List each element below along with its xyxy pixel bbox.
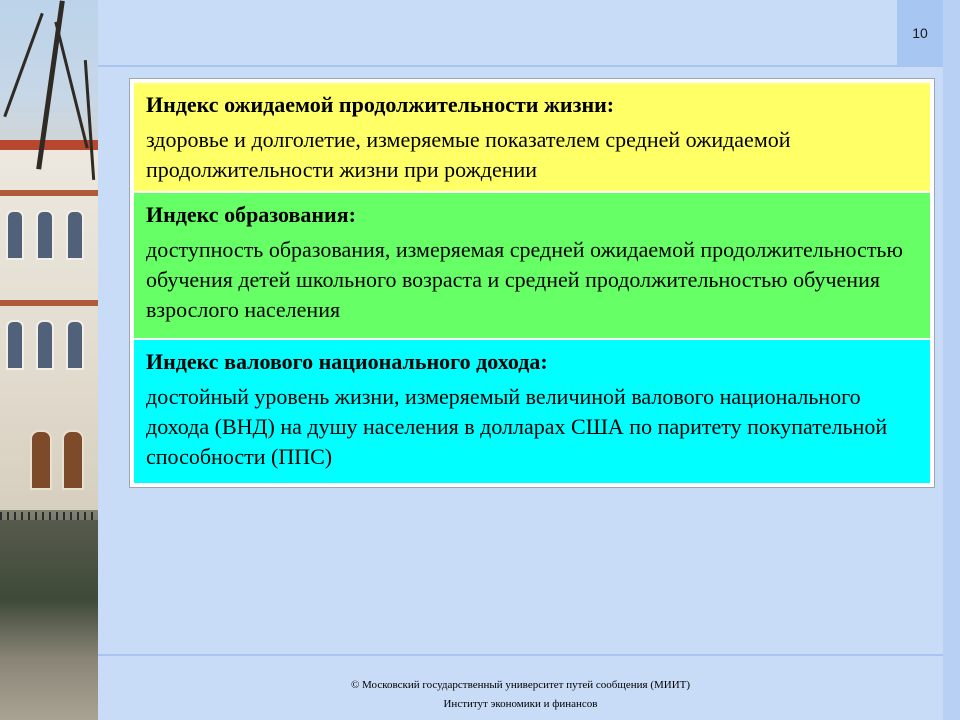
index-description: достойный уровень жизни, измеряемый величиной валового национального дохода (ВНД) на душу населения в долларах США по паритету покупательной способности (ППС) [146,384,888,469]
window [66,320,84,370]
window [66,210,84,260]
top-divider [98,65,943,67]
right-edge-strip [943,0,960,720]
indices-table [129,78,935,488]
window [36,210,54,260]
window [36,320,54,370]
footer [98,676,943,714]
index-row-gni [134,340,930,483]
index-title: Индекс ожидаемой продолжительности жизни: [146,92,615,117]
footer-institute: Институт экономики и финансов [443,698,598,710]
tree-branch [54,22,88,149]
index-row-life-expectancy [134,83,930,191]
index-description: здоровье и долголетие, измеряемые показателем средней ожидаемой продолжительности жизни при рождении [146,127,791,182]
door [62,430,84,490]
index-title: Индекс валового национального дохода: [146,349,548,374]
index-row-education [134,193,930,338]
footer-copyright: © Московский государственный университет путей сообщения (МИИТ) [350,679,691,691]
index-description: доступность образования, измеряемая средней ожидаемой продолжительностью обучения детей школьного возраста и средней продолжительностью обучения взрослого населения [146,237,903,322]
building-photo [0,0,98,720]
bottom-divider [98,654,943,656]
facade-band [0,300,98,306]
facade-band [0,190,98,196]
window [6,320,24,370]
door [30,430,52,490]
ground [0,520,98,720]
index-title: Индекс образования: [146,202,356,227]
tree-branch [3,13,43,117]
window [6,210,24,260]
building-facade [0,150,98,510]
page-number: 10 [897,0,943,65]
